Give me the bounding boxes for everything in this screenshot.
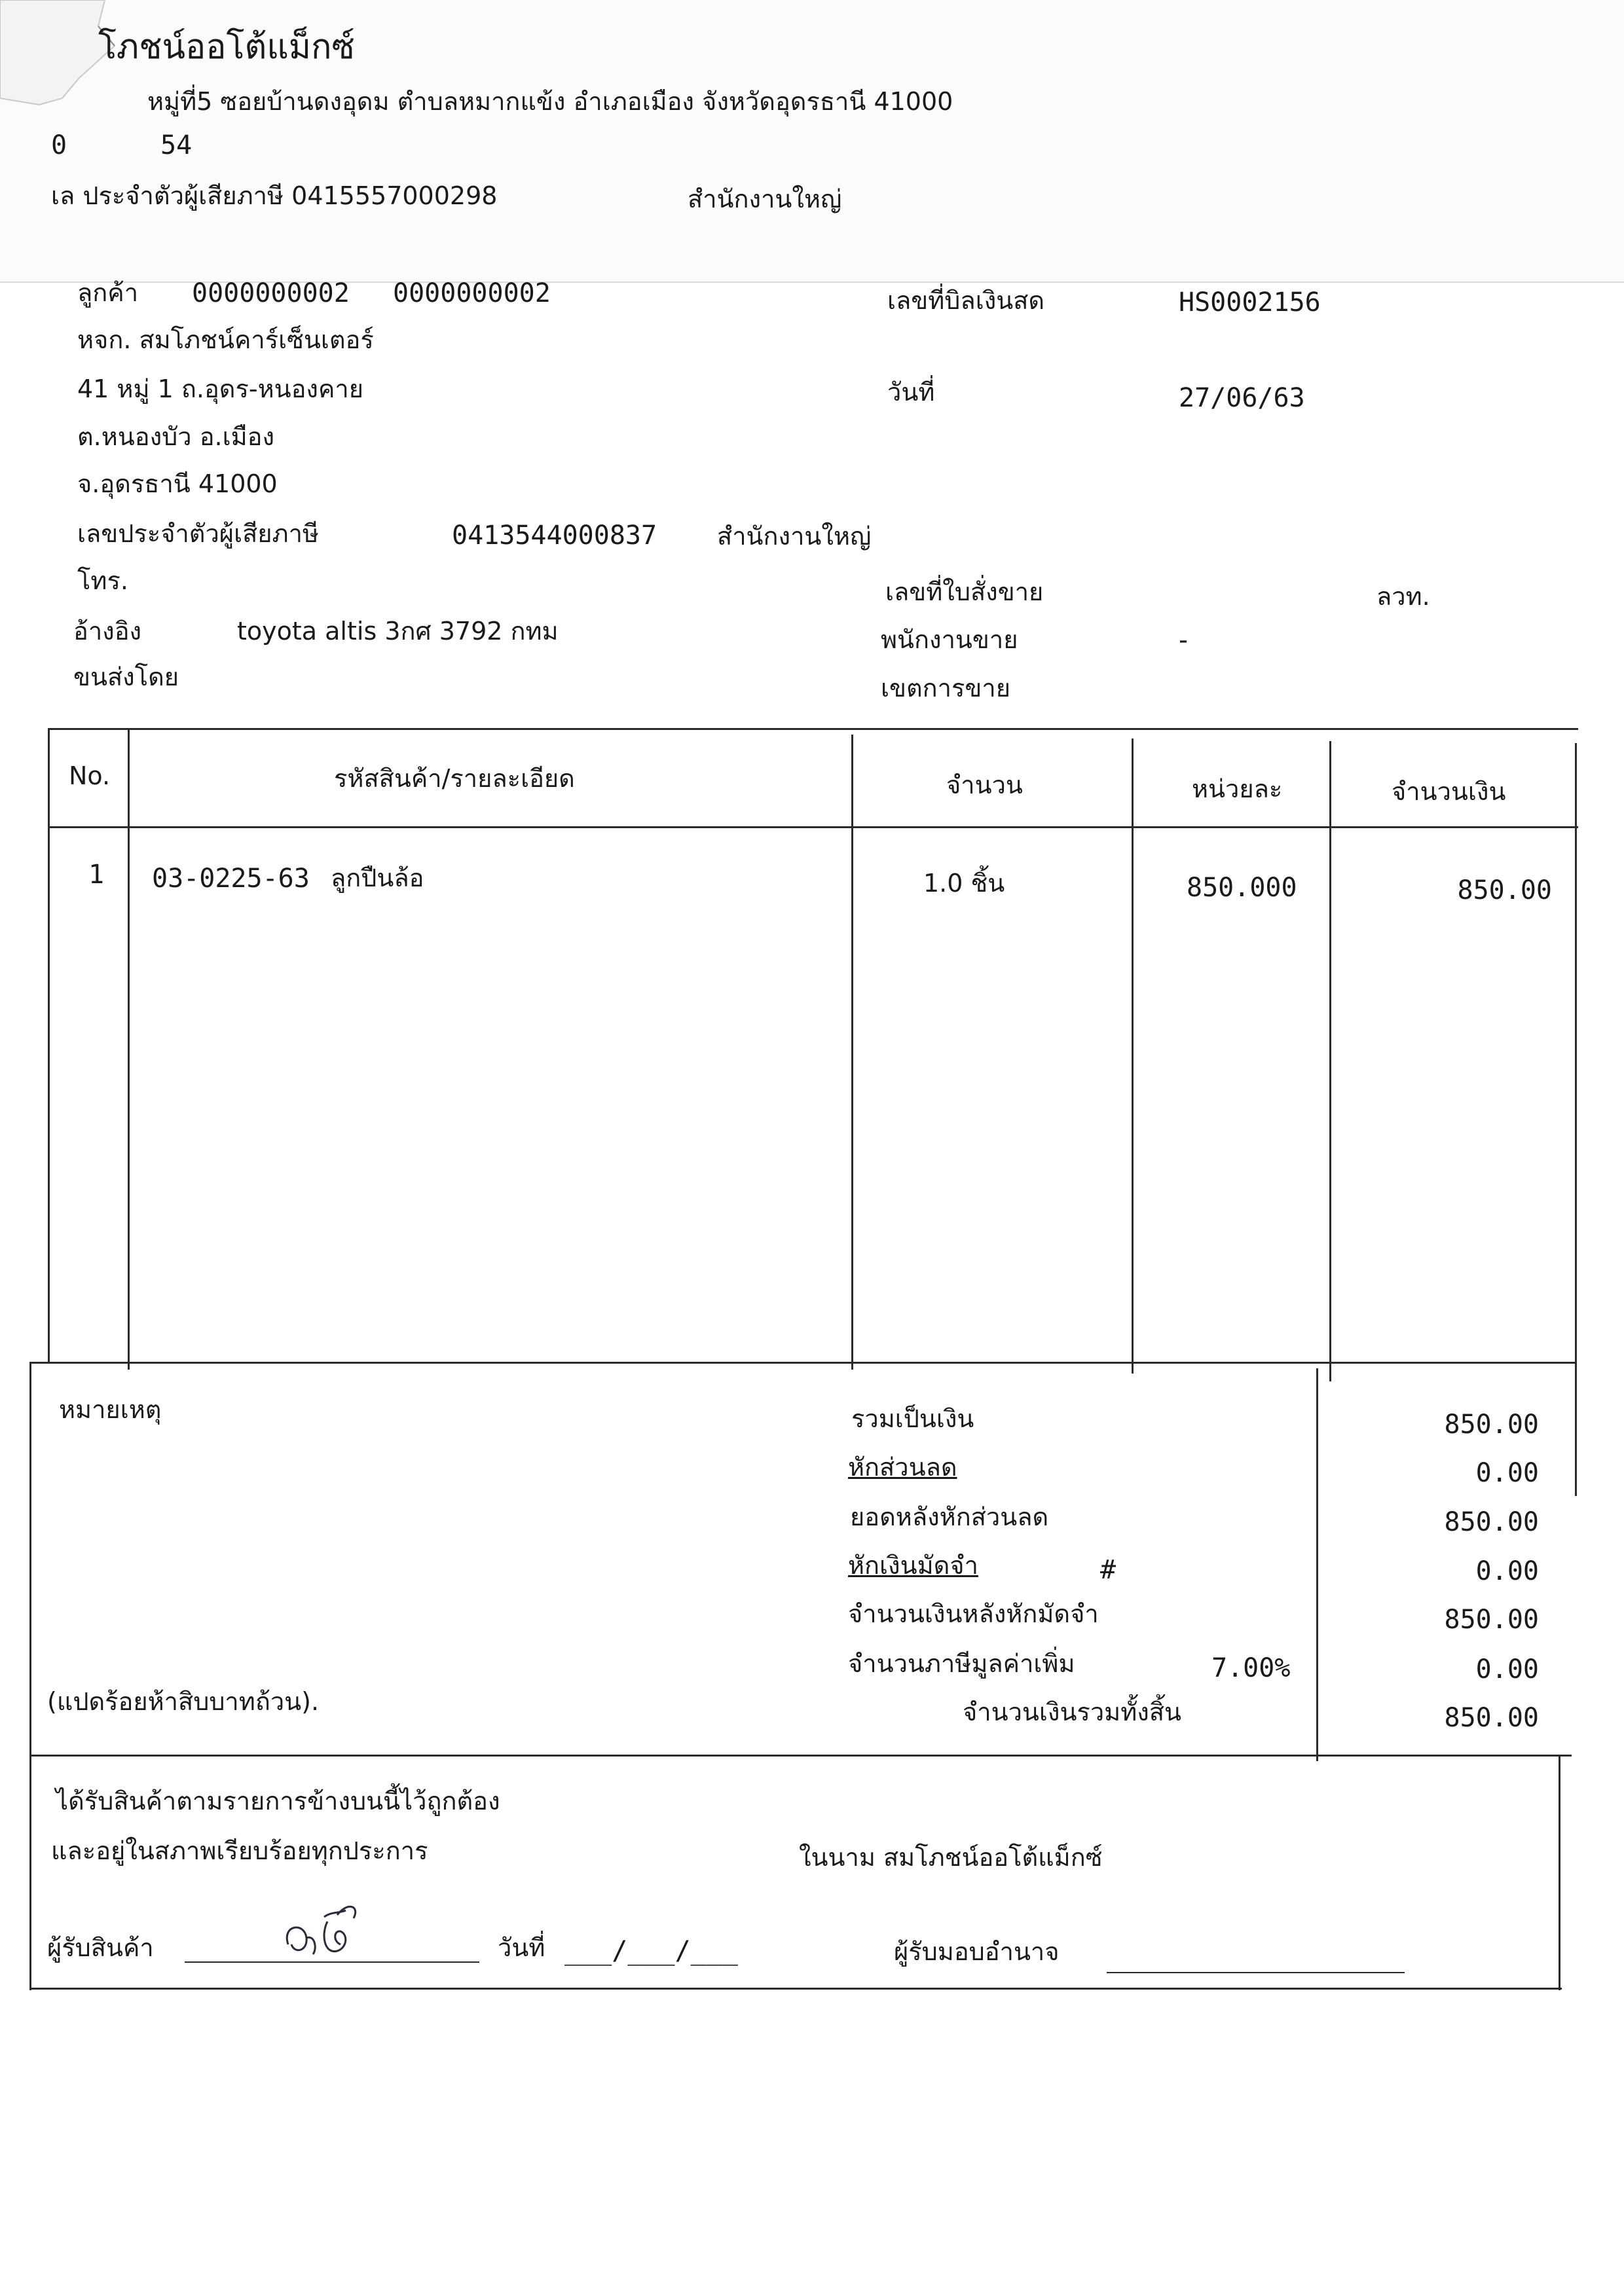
summary-discount-value: 0.00 [1475,1458,1539,1488]
table-col-divider-3 [1132,738,1134,1374]
summary-deposit-value: 0.00 [1475,1556,1539,1586]
table-col-divider-2 [851,735,853,1370]
customer-name: หจก. สมโภชน์คาร์เซ็นเตอร์ [77,325,374,354]
company-name: โภชน์ออโต้แม็กซ์ [98,27,355,67]
company-address: หมู่ที่5 ซอยบ้านดงอุดม ตำบลหมากแข้ง อำเภอเมือง จังหวัดอุดรธานี 41000 [147,87,953,116]
summary-after-discount-value: 850.00 [1444,1507,1539,1537]
on-behalf-text: ในนาม สมโภชน์ออโต้แม็กซ์ [799,1843,1103,1872]
header-unit-price: หน่วยละ [1192,774,1283,803]
order-no-value: ลวท. [1376,582,1430,611]
company-branch: สำนักงานใหญ่ [688,185,842,213]
customer-address-2: ต.หนองบัว อ.เมือง [77,422,275,451]
company-phone-right: 54 [160,130,193,160]
customer-code-1: 0000000002 [192,278,350,308]
summary-left-border [29,1362,31,1990]
table-right-border [1575,743,1577,1496]
customer-address-1: 41 หมู่ 1 ถ.อุดร-หนองคาย [77,374,363,403]
header-amount: จำนวนเงิน [1392,777,1506,806]
summary-after-deposit-value: 850.00 [1444,1605,1539,1635]
summary-grand-total-value: 850.00 [1444,1703,1539,1733]
summary-after-deposit-label: จำนวนเงินหลังหักมัดจำ [848,1599,1099,1628]
row-1-unit-price: 850.000 [1187,873,1297,903]
summary-value-divider [1316,1368,1318,1761]
invoice-date: 27/06/63 [1179,383,1305,413]
summary-after-discount-label: ยอดหลังหักส่วนลด [850,1503,1049,1531]
header-qty: จำนวน [946,771,1023,799]
table-col-divider-4 [1329,741,1331,1381]
header-no: No. [69,761,111,790]
customer-ref-label: อ้างอิง [73,617,142,646]
summary-deposit-label: หักเงินมัดจำ [848,1551,978,1580]
summary-vat-rate: 7.00% [1211,1653,1291,1683]
summary-grand-total-label: จำนวนเงินรวมทั้งสิ้น [963,1698,1181,1726]
summary-subtotal-value: 850.00 [1444,1410,1539,1440]
bill-no: HS0002156 [1179,287,1321,318]
customer-ref-value: toyota altis 3กศ 3792 กทม [237,617,559,646]
salesman-value: - [1175,625,1192,655]
summary-bottom-border [29,1755,1572,1757]
row-1-desc: ลูกปืนล้อ [331,864,424,892]
customer-address-3: จ.อุดรธานี 41000 [77,469,278,498]
customer-code-2: 0000000002 [393,278,551,308]
customer-ship-label: ขนส่งโดย [73,663,179,691]
row-1-amount: 850.00 [1457,875,1552,905]
customer-phone-label: โทร. [77,566,128,595]
table-header-divider [48,826,1578,828]
row-1-qty: 1.0 ชิ้น [923,869,1005,898]
customer-code-label: ลูกค้า [77,278,139,307]
footer-right-border [1559,1755,1560,1990]
company-tax-id: เล ประจำตัวผู้เสียภาษี 0415557000298 [51,181,498,210]
table-col-divider-1 [128,728,130,1370]
receiver-label: ผู้รับสินค้า [47,1933,154,1962]
header-code-desc: รหัสสินค้า/รายละเอียด [334,764,575,793]
authorized-signature-line [1107,1972,1405,1973]
bill-no-label: เลขที่บิลเงินสด [887,286,1045,315]
torn-corner [0,0,157,170]
table-top-border [48,728,1578,730]
authorized-label: ผู้รับมอบอำนาจ [894,1937,1060,1966]
received-text-line-1: ได้รับสินค้าตามรายการข้างบนนี้ไว้ถูกต้อง [56,1787,500,1815]
footer-bottom-border [29,1988,1562,1990]
summary-top-border [29,1362,1575,1364]
customer-tax-id: 0413544000837 [452,520,657,551]
date-label: วันที่ [887,378,935,407]
row-1-no: 1 [88,860,105,890]
customer-tax-label: เลขประจำตัวผู้เสียภาษี [77,519,319,548]
sales-zone-label: เขตการขาย [881,674,1010,702]
receive-date-blank: ___/___/___ [564,1936,738,1966]
summary-deposit-mark: # [1100,1555,1116,1585]
receiver-signature [275,1899,399,1971]
summary-subtotal-label: รวมเป็นเงิน [851,1404,974,1433]
remark-label: หมายเหตุ [59,1395,162,1424]
summary-vat-value: 0.00 [1475,1654,1539,1685]
customer-branch: สำนักงานใหญ่ [717,522,872,551]
receive-date-label: วันที่ [498,1933,545,1962]
summary-discount-label: หักส่วนลด [848,1453,957,1482]
order-no-label: เลขที่ใบสั่งขาย [885,577,1044,606]
row-1-code: 03-0225-63 [152,864,310,894]
salesman-label: พนักงานขาย [881,625,1018,654]
summary-vat-label: จำนวนภาษีมูลค่าเพิ่ม [848,1649,1075,1678]
table-left-border [48,728,50,1363]
amount-in-words: (แปดร้อยห้าสิบบาทถ้วน). [47,1687,320,1716]
received-text-line-2: และอยู่ในสภาพเรียบร้อยทุกประการ [51,1836,428,1865]
company-phone-left: 0 [51,130,67,160]
